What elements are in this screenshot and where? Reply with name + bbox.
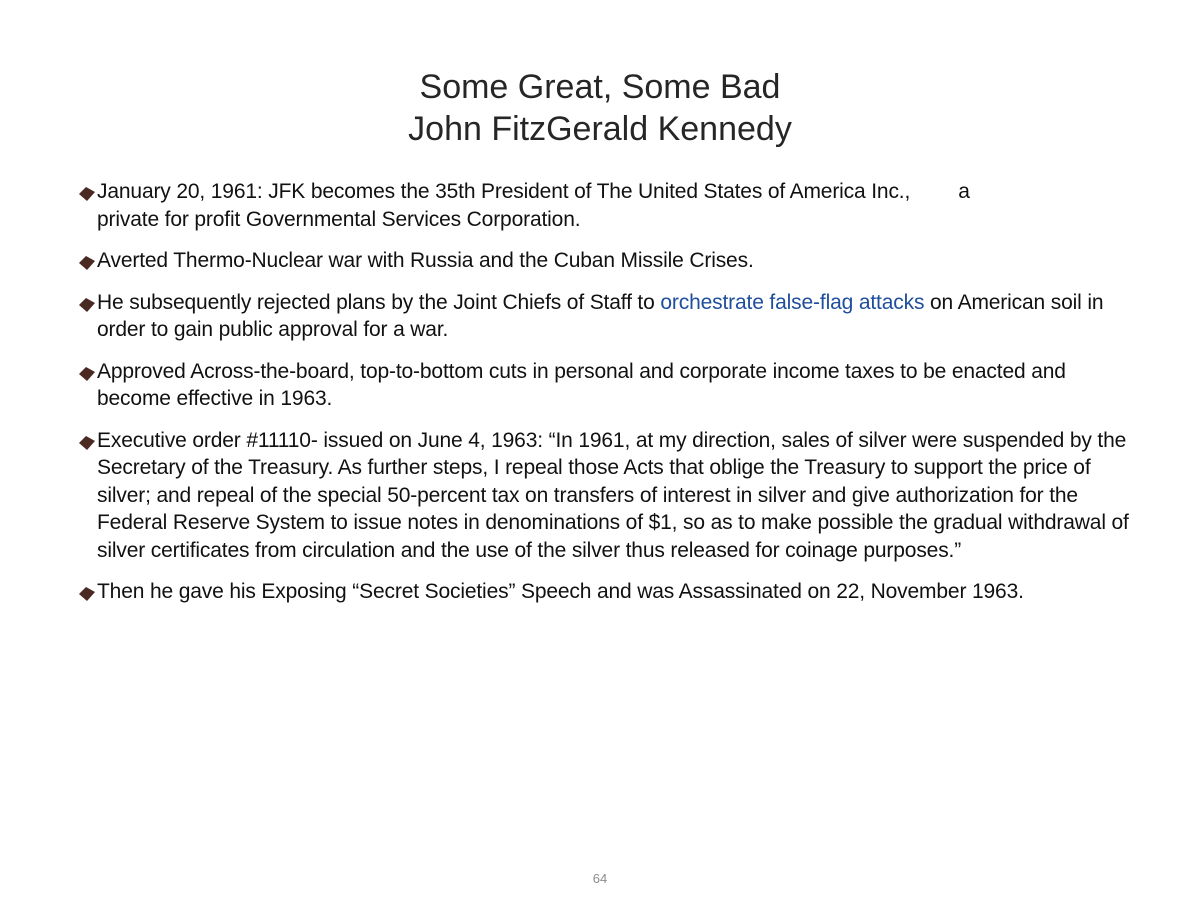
bullet-item xyxy=(78,358,1138,413)
bullet-text-part: private for profit Governmental Services Corporation. xyxy=(97,207,581,231)
bullet-item xyxy=(78,578,1138,606)
bullet-text-part: on American soil in order to gain public approval for a war. xyxy=(97,290,1104,341)
bullet-list xyxy=(78,178,1138,620)
bullet-item xyxy=(78,427,1138,565)
bullet-text: Approved Across-the-board, top-to-bottom cuts in personal and corporate income taxes to be enacted and become effective in 1963. xyxy=(97,359,1066,410)
bullet-text-part: He subsequently rejected plans by the Joint Chiefs of Staff to xyxy=(97,290,661,314)
bullet-text: Averted Thermo-Nuclear war with Russia and the Cuban Missile Crises. xyxy=(97,249,754,272)
slide-title xyxy=(0,66,1200,150)
page-number: 64 xyxy=(592,871,608,886)
title-line-2: John FitzGerald Kennedy xyxy=(408,110,792,148)
bullet-item xyxy=(78,178,1138,233)
bullet-text: Executive order #11110- issued on June 4, 1963: “In 1961, at my direction, sales of silver were suspended by the Secretary of the Treasury. As further steps, I repeal those Acts that oblige the Treasury to support the price of silver; and repeal of the special 50-percent tax on transfers of interest in silver and give authorization for the Federal Reserve System to issue notes in denominations of $1, so as to make possible the gradual withdrawal of silver certificates from circulation and the use of the silver thus released for coinage purposes.” xyxy=(97,428,1129,562)
bullet-text: Then he gave his Exposing “Secret Societies” Speech and was Assassinated on 22, November 1963. xyxy=(97,580,1024,603)
title-line-1: Some Great, Some Bad xyxy=(419,68,781,106)
bullet-item xyxy=(78,247,1138,275)
bullet-text-part: January 20, 1961: JFK becomes the 35th President of The United States of America Inc., xyxy=(97,180,911,203)
bullet-text-part: a xyxy=(958,180,970,203)
false-flag-link[interactable]: orchestrate false-flag attacks xyxy=(660,290,925,314)
bullet-item xyxy=(78,289,1138,344)
